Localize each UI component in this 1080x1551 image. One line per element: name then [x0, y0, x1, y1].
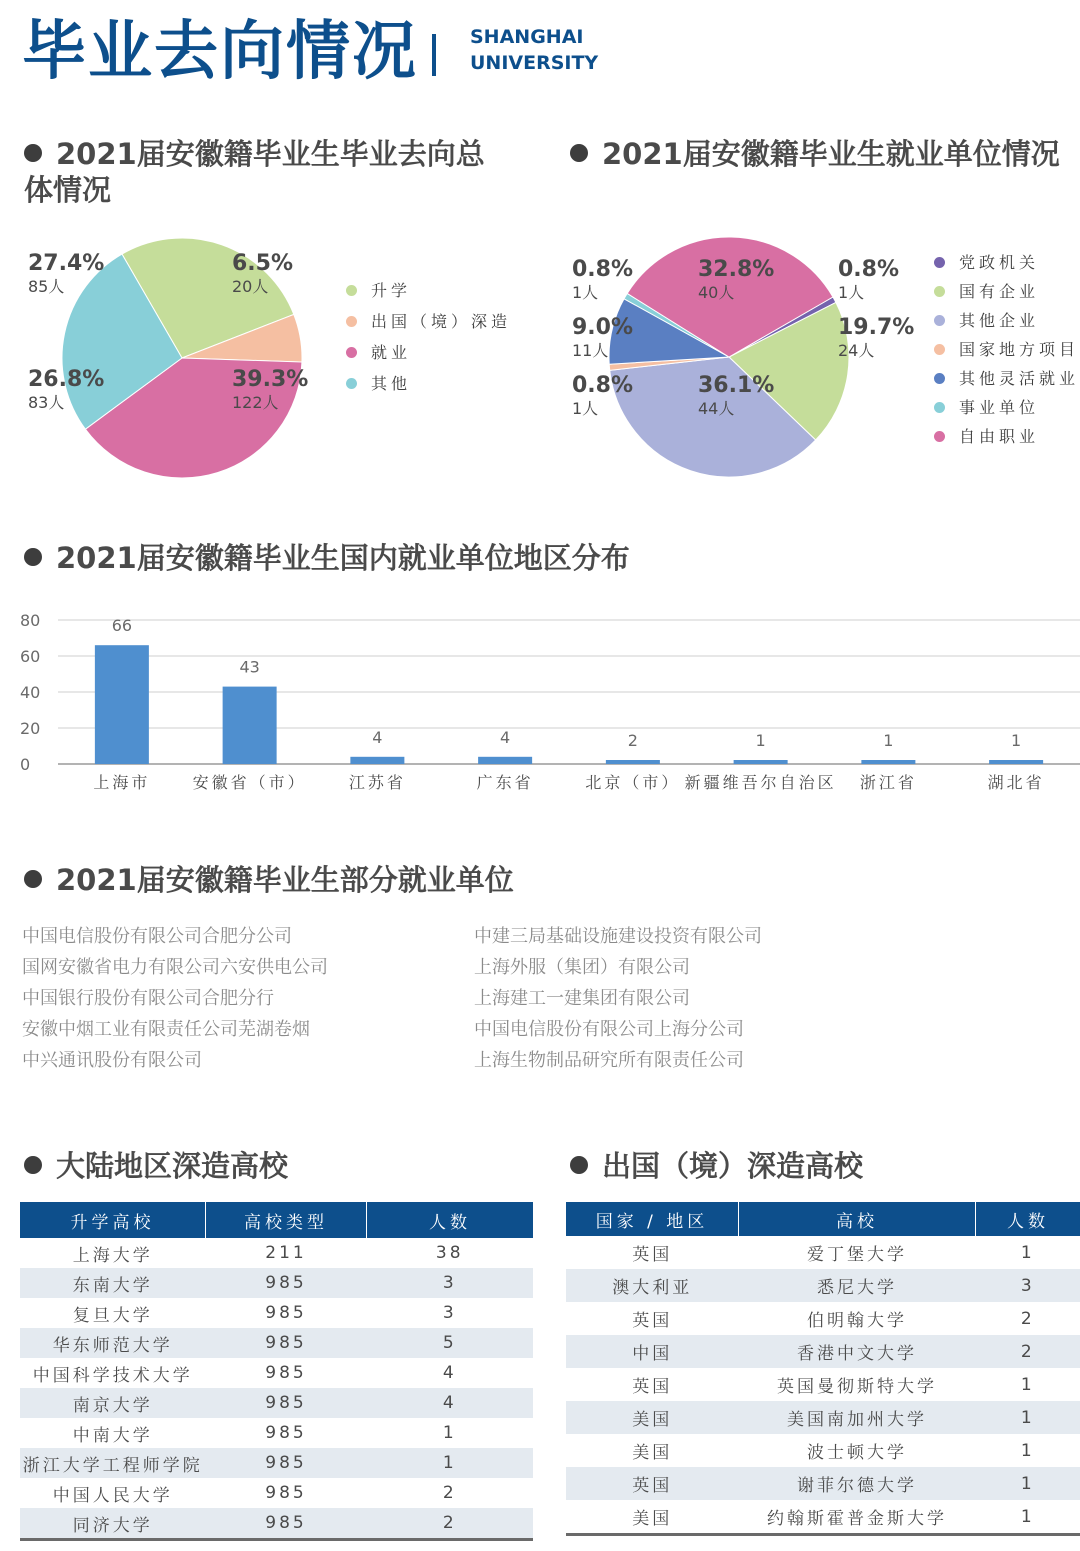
legend-item	[346, 371, 511, 402]
legend-swatch	[934, 315, 945, 326]
table-cell: 英国	[632, 1245, 673, 1265]
company-item: 中国银行股份有限公司合肥分行	[22, 988, 274, 1009]
table-row	[566, 1401, 1080, 1434]
table-cell: 1	[976, 1467, 1080, 1500]
table-cell: 爱丁堡大学	[807, 1245, 907, 1265]
bullet-icon	[24, 1156, 42, 1174]
legend-swatch	[934, 402, 945, 413]
legend-swatch	[934, 286, 945, 297]
bar-data-label: 2	[627, 731, 638, 750]
pie-percent-label: 19.7%	[838, 315, 915, 340]
table-cell: 伯明翰大学	[807, 1311, 907, 1331]
table-cell: 1	[1020, 1506, 1035, 1527]
legend-item	[934, 308, 1079, 337]
companies-right-list	[474, 921, 1034, 1076]
table-cell: 1	[367, 1448, 534, 1478]
legend-swatch	[934, 344, 945, 355]
table-cell: 美国	[632, 1443, 673, 1463]
pie-count-label: 83人	[28, 393, 65, 412]
table-cell: 英国	[566, 1467, 739, 1500]
pie-count-label: 20人	[232, 277, 269, 296]
bullet-icon	[24, 548, 42, 566]
table-header-row	[20, 1202, 533, 1238]
legend-item	[934, 366, 1079, 395]
section-title-text: 出国（境）深造高校	[602, 1149, 864, 1183]
table-cell: 中国人民大学	[52, 1485, 173, 1506]
pie-count-label: 40人	[698, 283, 735, 302]
legend-swatch	[346, 347, 357, 358]
legend-swatch	[346, 285, 357, 296]
pie-percent-label: 27.4%	[28, 251, 105, 276]
table-cell: 美国	[632, 1509, 673, 1529]
table-row	[20, 1298, 533, 1328]
x-tick-label: 北京（市）	[585, 773, 681, 792]
pie-count-label: 122人	[232, 393, 279, 412]
table-row	[566, 1467, 1080, 1500]
bar-data-label: 43	[239, 657, 260, 677]
table-cell: 3	[976, 1269, 1080, 1302]
bar	[606, 760, 660, 764]
table-header-row	[566, 1202, 1080, 1236]
pie-percent-label: 36.1%	[698, 373, 775, 398]
pie-count-label: 85人	[28, 277, 65, 296]
legend-label: 就业	[371, 343, 412, 362]
table-cell: 复旦大学	[72, 1305, 153, 1326]
table-cell: 同济大学	[20, 1508, 206, 1538]
legend-swatch	[934, 373, 945, 384]
bar-data-label: 4	[500, 727, 511, 747]
x-tick-label: 江苏省	[348, 773, 406, 792]
table-row	[566, 1302, 1080, 1335]
table-cell: 香港中文大学	[739, 1335, 976, 1368]
bullet-icon	[24, 870, 42, 888]
legend-label: 自由职业	[959, 427, 1040, 446]
section-title-overall	[24, 136, 494, 208]
table-cell: 中国	[566, 1335, 739, 1368]
bar	[861, 760, 915, 764]
legend-label: 国家地方项目	[959, 340, 1080, 359]
table-bottom-rule	[566, 1533, 1080, 1536]
bar	[350, 757, 404, 764]
region-bar-chart	[0, 600, 1080, 805]
table-row	[20, 1418, 533, 1448]
table-cell: 985	[265, 1423, 307, 1443]
company-item: 国网安徽省电力有限公司六安供电公司	[22, 957, 328, 978]
table-row	[20, 1358, 533, 1388]
table-cell: 英国	[632, 1311, 673, 1331]
table-cell: 985	[265, 1363, 307, 1383]
pie-count-label: 1人	[572, 399, 599, 418]
company-item: 中国电信股份有限公司合肥分公司	[22, 926, 292, 947]
table-cell: 1	[1020, 1440, 1035, 1461]
section-title-text: 2021届安徽籍毕业生国内就业单位地区分布	[56, 541, 630, 575]
overall-legend	[346, 278, 511, 402]
table-cell: 1	[976, 1401, 1080, 1434]
bar	[478, 757, 532, 764]
legend-swatch	[346, 378, 357, 389]
abroad-table-body	[566, 1236, 1080, 1533]
y-tick-label: 80	[20, 611, 41, 630]
company-item: 中建三局基础设施建设投资有限公司	[474, 926, 762, 947]
pie-percent-label: 39.3%	[232, 367, 309, 392]
table-row	[566, 1368, 1080, 1401]
section-title-companies	[24, 862, 924, 898]
table-cell: 约翰斯霍普金斯大学	[767, 1509, 947, 1529]
table-bottom-rule	[20, 1538, 533, 1541]
table-row	[566, 1335, 1080, 1368]
bar-data-label: 1	[1011, 731, 1022, 750]
pie-percent-label: 6.5%	[232, 251, 294, 276]
table-cell: 985	[206, 1268, 367, 1298]
legend-label: 党政机关	[959, 253, 1040, 272]
company-item: 上海建工一建集团有限公司	[474, 988, 690, 1009]
table-cell: 5	[367, 1328, 534, 1358]
legend-item	[346, 340, 511, 371]
bullet-icon	[570, 1156, 588, 1174]
table-header: 国家 / 地区	[566, 1202, 739, 1236]
table-row	[20, 1238, 533, 1268]
bar	[223, 687, 277, 764]
section-title-domestic	[24, 1148, 524, 1184]
companies-left-list	[22, 921, 462, 1076]
bar	[734, 760, 788, 764]
abroad-table-wrapper	[566, 1202, 1080, 1536]
bar-data-label: 1	[883, 731, 894, 750]
section-title-text: 2021届安徽籍毕业生毕业去向总体情况	[24, 137, 485, 207]
company-item: 中国电信股份有限公司上海分公司	[474, 1019, 744, 1040]
legend-label: 其他企业	[959, 311, 1040, 330]
table-cell: 美国南加州大学	[739, 1401, 976, 1434]
table-cell: 1	[442, 1423, 457, 1443]
legend-label: 出国（境）深造	[371, 312, 512, 331]
legend-item	[346, 278, 511, 309]
legend-swatch	[346, 316, 357, 327]
table-cell: 浙江大学工程师学院	[20, 1448, 206, 1478]
bar-data-label: 1	[755, 731, 766, 750]
table-cell: 英国	[632, 1377, 673, 1397]
pie-count-label: 44人	[698, 399, 735, 418]
bar-data-label: 4	[372, 727, 383, 747]
pie-percent-label: 0.8%	[572, 257, 634, 282]
pie-percent-label: 0.8%	[838, 257, 900, 282]
table-cell: 澳大利亚	[566, 1269, 739, 1302]
company-item: 中兴通讯股份有限公司	[22, 1050, 202, 1071]
company-item: 安徽中烟工业有限责任公司芜湖卷烟	[22, 1019, 310, 1040]
table-row	[566, 1500, 1080, 1533]
legend-label: 其他灵活就业	[959, 369, 1080, 388]
x-tick-label: 上海市	[93, 773, 151, 792]
legend-label: 升学	[371, 281, 412, 300]
bullet-icon	[24, 144, 42, 162]
section-title-abroad	[570, 1148, 1070, 1184]
legend-item	[934, 337, 1079, 366]
domestic-table-body	[20, 1238, 533, 1538]
y-tick-label: 40	[20, 683, 41, 702]
pie-count-label: 11人	[572, 341, 609, 360]
table-cell: 4	[442, 1363, 457, 1383]
x-tick-label: 浙江省	[859, 773, 917, 792]
y-tick-label: 0	[20, 755, 31, 774]
table-cell: 华东师范大学	[20, 1328, 206, 1358]
pie-percent-label: 26.8%	[28, 367, 105, 392]
table-header: 高校	[739, 1202, 976, 1236]
legend-label: 国有企业	[959, 282, 1040, 301]
y-tick-label: 60	[20, 647, 41, 666]
table-cell: 南京大学	[20, 1388, 206, 1418]
pie-percent-label: 32.8%	[698, 257, 775, 282]
bar-data-label: 66	[111, 616, 133, 636]
table-row	[20, 1508, 533, 1538]
table-cell: 2	[442, 1483, 457, 1503]
legend-swatch	[934, 257, 945, 268]
table-cell: 985	[265, 1303, 307, 1323]
x-tick-label: 新疆维吾尔自治区	[684, 773, 837, 792]
table-row	[20, 1268, 533, 1298]
section-title-region	[24, 540, 924, 576]
table-row	[566, 1434, 1080, 1467]
table-cell: 985	[206, 1448, 367, 1478]
table-cell: 2	[1020, 1308, 1035, 1329]
table-cell: 3	[442, 1303, 457, 1323]
legend-item	[934, 250, 1079, 279]
x-tick-label: 湖北省	[987, 773, 1045, 792]
page-title: 毕业去向情况	[22, 15, 418, 89]
section-title-text: 大陆地区深造高校	[56, 1149, 289, 1183]
y-tick-label: 20	[20, 719, 41, 738]
legend-label: 事业单位	[959, 398, 1040, 417]
pie-count-label: 24人	[838, 341, 875, 360]
x-tick-label: 安徽省（市）	[192, 773, 307, 792]
table-cell: 英国曼彻斯特大学	[777, 1377, 937, 1397]
pie-count-label: 1人	[572, 283, 599, 302]
domestic-table-wrapper	[20, 1202, 533, 1541]
table-row	[20, 1328, 533, 1358]
table-header: 高校类型	[206, 1202, 367, 1238]
abroad-table	[566, 1202, 1080, 1533]
company-item: 上海外服（集团）有限公司	[474, 957, 690, 978]
employer-type-legend	[934, 250, 1079, 453]
table-header: 升学高校	[20, 1202, 206, 1238]
table-cell: 1	[1020, 1242, 1035, 1263]
table-cell: 985	[265, 1483, 307, 1503]
table-cell: 1	[1020, 1374, 1035, 1395]
title-divider	[432, 34, 436, 76]
table-cell: 美国	[566, 1401, 739, 1434]
pie-percent-label: 0.8%	[572, 373, 634, 398]
legend-swatch	[934, 431, 945, 442]
table-cell: 3	[367, 1268, 534, 1298]
pie-percent-label: 9.0%	[572, 315, 634, 340]
table-cell: 985	[206, 1508, 367, 1538]
table-cell: 中国科学技术大学	[32, 1365, 193, 1386]
pie-count-label: 1人	[838, 283, 865, 302]
legend-item	[346, 309, 511, 340]
table-cell: 波士顿大学	[807, 1443, 907, 1463]
table-cell: 中南大学	[72, 1425, 153, 1446]
table-cell: 985	[206, 1388, 367, 1418]
legend-item	[934, 424, 1079, 453]
legend-item	[934, 395, 1079, 424]
x-tick-label: 广东省	[476, 773, 534, 792]
table-cell: 985	[206, 1328, 367, 1358]
bar	[95, 645, 149, 764]
bullet-icon	[570, 144, 588, 162]
table-cell: 4	[367, 1388, 534, 1418]
section-title-text: 2021届安徽籍毕业生就业单位情况	[602, 137, 1060, 171]
table-row	[20, 1388, 533, 1418]
section-title-text: 2021届安徽籍毕业生部分就业单位	[56, 863, 514, 897]
table-cell: 悉尼大学	[739, 1269, 976, 1302]
table-cell: 东南大学	[20, 1268, 206, 1298]
table-cell: 上海大学	[72, 1245, 153, 1266]
domestic-table	[20, 1202, 533, 1538]
table-cell: 谢菲尔德大学	[739, 1467, 976, 1500]
school-name-line2: UNIVERSITY	[470, 52, 599, 74]
school-name-line1: SHANGHAI	[470, 26, 584, 48]
section-title-employer-type	[570, 136, 1080, 172]
table-row	[20, 1478, 533, 1508]
table-cell: 2	[367, 1508, 534, 1538]
bar	[989, 760, 1043, 764]
table-header: 人数	[367, 1202, 534, 1238]
legend-item	[934, 279, 1079, 308]
legend-label: 其他	[371, 374, 412, 393]
table-header: 人数	[976, 1202, 1080, 1236]
table-row	[566, 1236, 1080, 1269]
table-row	[566, 1269, 1080, 1302]
table-cell: 38	[435, 1243, 464, 1263]
table-row	[20, 1448, 533, 1478]
table-cell: 2	[976, 1335, 1080, 1368]
table-cell: 211	[265, 1243, 307, 1263]
company-item: 上海生物制品研究所有限责任公司	[474, 1050, 744, 1071]
